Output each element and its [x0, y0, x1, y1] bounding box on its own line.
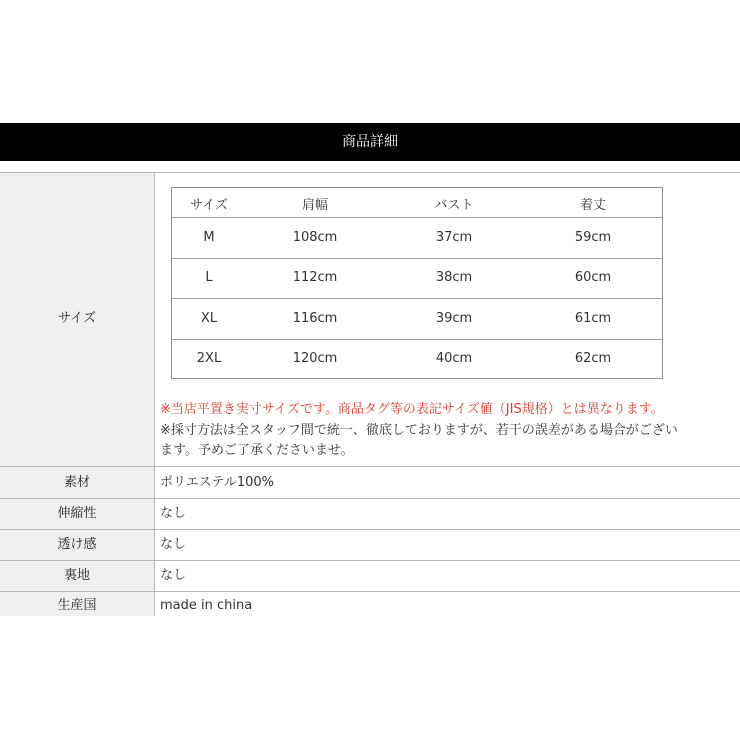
table-header-size: サイズ — [190, 198, 228, 213]
material-label: 素材 — [63, 475, 90, 490]
table-cell: 37cm — [435, 230, 473, 245]
row-divider — [0, 529, 740, 530]
header-bar — [0, 123, 740, 161]
stretch-value: なし — [160, 506, 187, 521]
table-cell: 2XL — [196, 351, 222, 366]
sheerness-label-cell — [0, 530, 154, 560]
size-note-line1: ※採寸方法は全スタッフ間で統一、徹底しておりますが、若干の誤差がある場合がござい — [160, 423, 678, 438]
table-divider — [172, 339, 662, 340]
table-cell: 112cm — [292, 270, 338, 285]
table-cell: XL — [200, 311, 218, 326]
lining-label: 裏地 — [63, 568, 90, 583]
row-divider — [0, 560, 740, 561]
table-cell: 116cm — [292, 311, 338, 326]
size-note-red: ※当店平置き実寸サイズです。商品タグ等の表記サイズ値（JIS規格）とは異なります。 — [160, 402, 664, 417]
table-cell: 59cm — [574, 230, 612, 245]
row-divider — [0, 172, 740, 173]
section-title: 商品詳細 — [342, 134, 398, 150]
table-cell: M — [203, 230, 215, 245]
table-cell: L — [205, 270, 213, 285]
sheerness-label: 透け感 — [57, 537, 97, 552]
table-divider — [172, 258, 662, 259]
table-cell: 61cm — [574, 311, 612, 326]
table-header-length: 着丈 — [579, 198, 607, 213]
origin-value: made in china — [160, 598, 253, 613]
table-cell: 38cm — [435, 270, 473, 285]
table-cell: 62cm — [574, 351, 612, 366]
column-divider — [154, 172, 155, 616]
stretch-label: 伸縮性 — [57, 506, 97, 521]
material-value: ポリエステル100% — [160, 475, 274, 490]
table-cell: 40cm — [435, 351, 473, 366]
stretch-label-cell — [0, 499, 154, 529]
size-label: サイズ — [58, 311, 96, 326]
material-label-cell — [0, 467, 154, 498]
table-divider — [172, 217, 662, 218]
table-header-shoulder: 肩幅 — [301, 198, 329, 213]
table-cell: 60cm — [574, 270, 612, 285]
table-cell: 39cm — [435, 311, 473, 326]
table-cell: 108cm — [292, 230, 338, 245]
size-table — [171, 187, 663, 379]
origin-label-cell — [0, 592, 154, 616]
size-label-cell — [0, 172, 154, 466]
table-divider — [172, 298, 662, 299]
lining-value: なし — [160, 568, 187, 583]
table-header-bust: バスト — [434, 198, 474, 213]
sheerness-value: なし — [160, 537, 187, 552]
row-divider — [0, 466, 740, 467]
size-note-line2: ます。予めご了承くださいませ。 — [160, 443, 354, 458]
row-divider — [0, 591, 740, 592]
table-cell: 120cm — [292, 351, 338, 366]
origin-label: 生産国 — [57, 598, 97, 613]
lining-label-cell — [0, 561, 154, 591]
row-divider — [0, 498, 740, 499]
